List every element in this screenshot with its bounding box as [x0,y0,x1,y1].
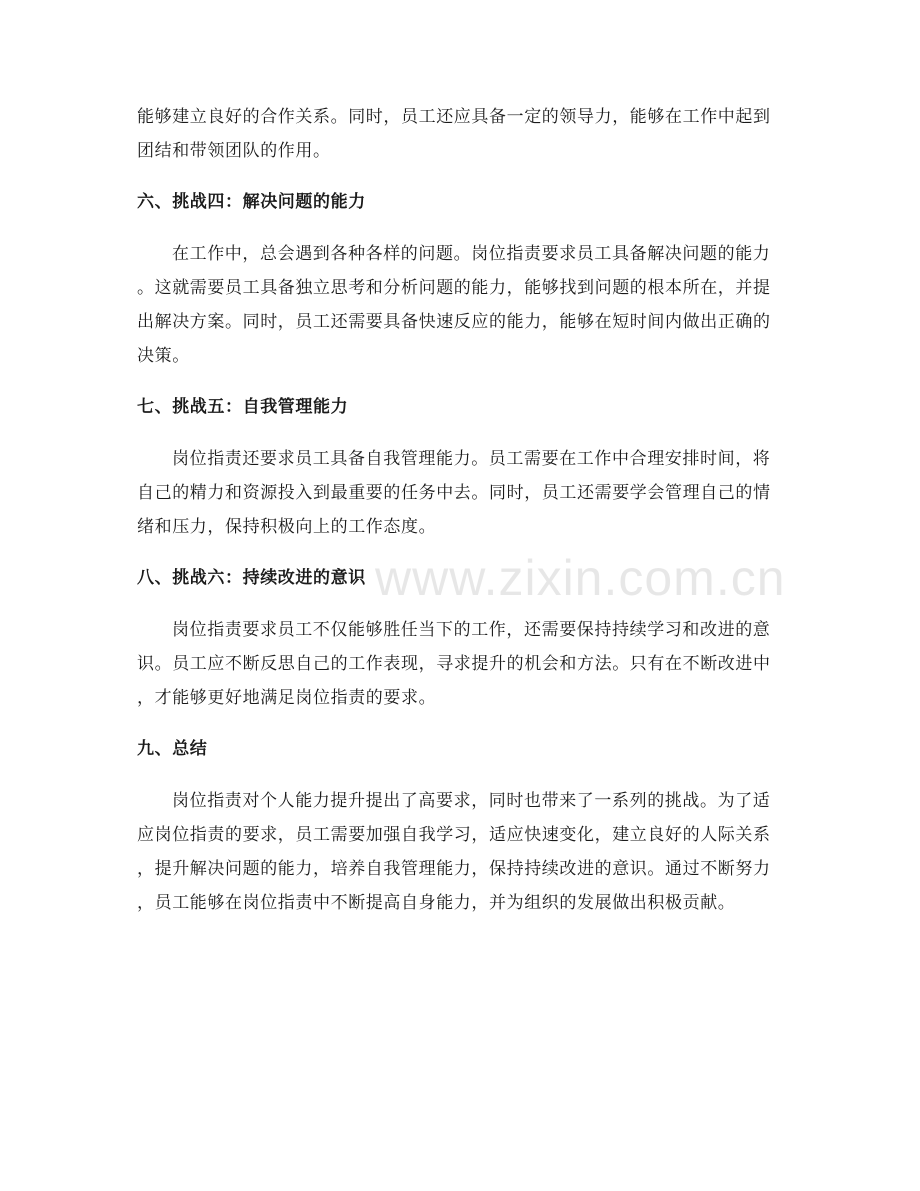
section-heading-challenge-6: 八、挑战六：持续改进的意识 [137,568,366,588]
section-body-challenge-5: 岗位指责还要求员工具备自我管理能力。员工需要在工作中合理安排时间，将 自己的精力和资源投入到最重要的任务中去。同时，员工还需要学会管理自己的情 绪和压力，保持积极向上的工作态度。 [137,449,771,537]
section-heading-challenge-5: 七、挑战五：自我管理能力 [137,397,349,417]
watermark: www.zixin.com.cn [375,550,786,606]
section-body-challenge-4: 在工作中，总会遇到各种各样的问题。岗位指责要求员工具备解决问题的能力 。这就需要员工具备独立思考和分析问题的能力，能够找到问题的根本所在，并提 出解决方案。同时，员工还需要具备快速反应的能力，能够在短时间内做出正确的 决策。 [137,244,771,366]
section-heading-challenge-4: 六、挑战四：解决问题的能力 [137,192,366,212]
document-body [137,100,785,920]
section-heading-summary: 九、总结 [137,739,208,759]
section-body-summary: 岗位指责对个人能力提升提出了高要求，同时也带来了一系列的挑战。为了适 应岗位指责的要求，员工需要加强自我学习，适应快速变化，建立良好的人际关系 ，提升解决问题的能力，培养自我管理能力，保持持续改进的意识。通过不断努力 ，员工能够在岗位指责中不断提高自身能力，并为组织的发展做出积极贡献。 [137,791,771,913]
section-body-challenge-6: 岗位指责要求员工不仅能够胜任当下的工作，还需要保持持续学习和改进的意 识。员工应不断反思自己的工作表现，寻求提升的机会和方法。只有在不断改进中 ，才能够更好地满足岗位指责的要求。 [137,620,771,708]
intro-paragraph: 能够建立良好的合作关系。同时，员工还应具备一定的领导力，能够在工作中起到 团结和带领团队的作用。 [137,107,771,161]
